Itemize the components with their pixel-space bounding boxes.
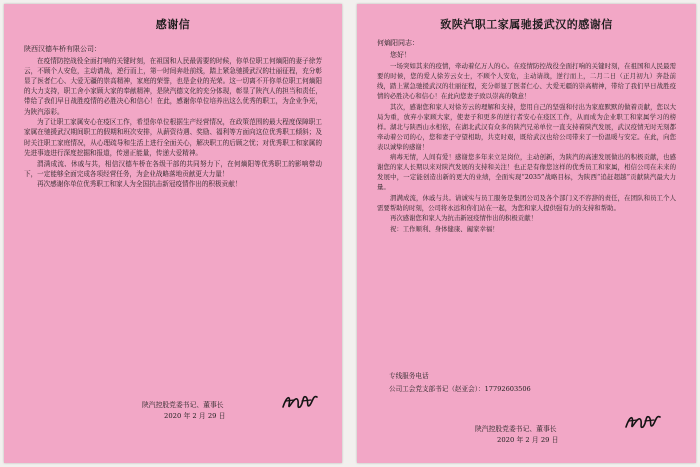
paragraph: 其次，感谢您和家人对徐芳云的理解和支持，您用自己的坚强和付出为家庭默默的做着贡献，您以大局为重，放弃小家顾大家，使妻子和更多的逆行者安心在疫区工作，从而成为企业职工和家属学习的榜样。湖北与陕西山水相依，在湖北武汉有众多的陕汽兄弟单位一直支持着陕汽发展，武汉疫情无时无刻都牵动着公司的心，您和妻子守望相助，共克时艰，既给武汉也给公司带来了一份温暖与安定。在此，向您表以诚挚的感谢！	[377, 102, 676, 151]
contact-title: 专线服务电话	[389, 372, 429, 380]
letter-page-left	[4, 4, 342, 463]
paragraph: 一场突如其来的疫情，牵动着亿万人的心。在疫情防控战役全面打响的关键时刻，在祖国和人民最需要的时候，您的爱人徐芳云女士，不顾个人安危，主动请战，逆行而上，二月二日（正月初九）奔赴前线，踏上紧急驰援武汉的壮丽征程，充分彰显了医者仁心、大爱无疆的崇高精神，带给了我们早日战胜疫情的必胜决心和信心！在此向您妻子致以崇高的敬意！	[377, 62, 676, 100]
paragraph: 祝：工作顺利、身体健康、阖家幸福！	[390, 224, 499, 233]
letter-title: 感谢信	[155, 18, 191, 31]
letter-date: 2020 年 2 月 29 日	[497, 436, 559, 444]
letter-date: 2020 年 2 月 29 日	[164, 412, 226, 420]
signature-block	[475, 424, 558, 446]
letter-body	[377, 38, 676, 234]
paragraph: 再次感谢你单位优秀职工和家人为全国抗击新冠疫情作出的积极贡献！	[37, 180, 242, 189]
paragraph: 为了让职工家属安心在疫区工作，希望你单位根据生产经营情况，在政策范围的最大程度保障职工家属在驰援武汉期间职工的假期和班次安排，从薪资待遇、奖励、福利等方面向这位优秀职工倾斜；及时关注职工家庭情况，从心理疏导和生活上进行全面关心，解决职工的后顾之忧；对优秀职工和家属的先进事迹进行深度挖掘和报道，传递正能量，传递大爱精神。	[24, 118, 322, 157]
contact-line: 公司工会党支部书记（赵亚会）：17792603506	[389, 385, 531, 393]
letter-title: 致陕汽职工家属驰援武汉的感谢信	[440, 18, 613, 31]
paragraph: 渭满成流、休戚与共，相信汉德车桥在各级干部的共同努力下，在何熵阳等优秀职工的影响带动下，一定能够全面完成各项经营任务，为企业战略落地贡献更大力量！	[24, 159, 322, 178]
salutation: 何熵阳同志：	[377, 39, 419, 47]
paragraph: 病毒无情，人间有爱！感谢您多年来立足岗位，主动创新，为陕汽的高速发展做出的积极贡献，也感谢您的家人长期以来对陕汽发展的支持和关注！也正是有像您这样的优秀员工和家属，相信公司在未来的发展中，一定能创造出新的更大的业绩，全面实现“2035”战略目标，为陕西“追赶超越”贡献陕汽最大力量。	[377, 153, 676, 191]
contact-block	[389, 370, 531, 396]
signer-title: 陕汽控股党委书记、董事长	[142, 401, 224, 409]
letter-body	[24, 44, 322, 190]
greeting: 您好！	[390, 50, 411, 59]
paragraph: 渭满成流，休戚与共。请诚实与员工服务是集团公司及各个部门义不容辞的责任，在团队和员工个人需要帮助的时刻，公司将永远和你们站在一起，为您和家人提供强有力的支持和帮助。	[377, 193, 676, 212]
paragraph: 在疫情防控战役全面打响的关键时刻，在祖国和人民最需要的时候，你单位职工何熵阳的妻子徐芳云，不顾个人安危，主动请战，逆行而上，第一时间奔赴前线，踏上紧急驰援武汉的壮丽征程，充分彰显了医者仁心、大爱无疆的崇高精神，家庭的荣誉，也是企业的光荣。这一切离不开你单位职工何熵阳的大力支持，职工舍小家顾大家的奉献精神，是陕汽德文化的充分体现，彰显了陕汽人的担当和责任，带给了我们早日战胜疫情的必胜决心和信心！在此，感谢你单位培养出这么优秀的职工，为企业争光，为陕汽添彩。	[24, 56, 322, 116]
signer-title: 陕汽控股党委书记、董事长	[475, 425, 557, 433]
salutation: 陕西汉德车桥有限公司：	[24, 45, 101, 53]
paragraph: 再次感谢您和家人为抗击新冠疫情作出的积极贡献！	[390, 214, 537, 222]
handwritten-signature-icon	[280, 389, 320, 415]
signature-block	[142, 400, 225, 422]
handwritten-signature-icon	[623, 409, 663, 435]
letter-page-right	[357, 4, 696, 463]
